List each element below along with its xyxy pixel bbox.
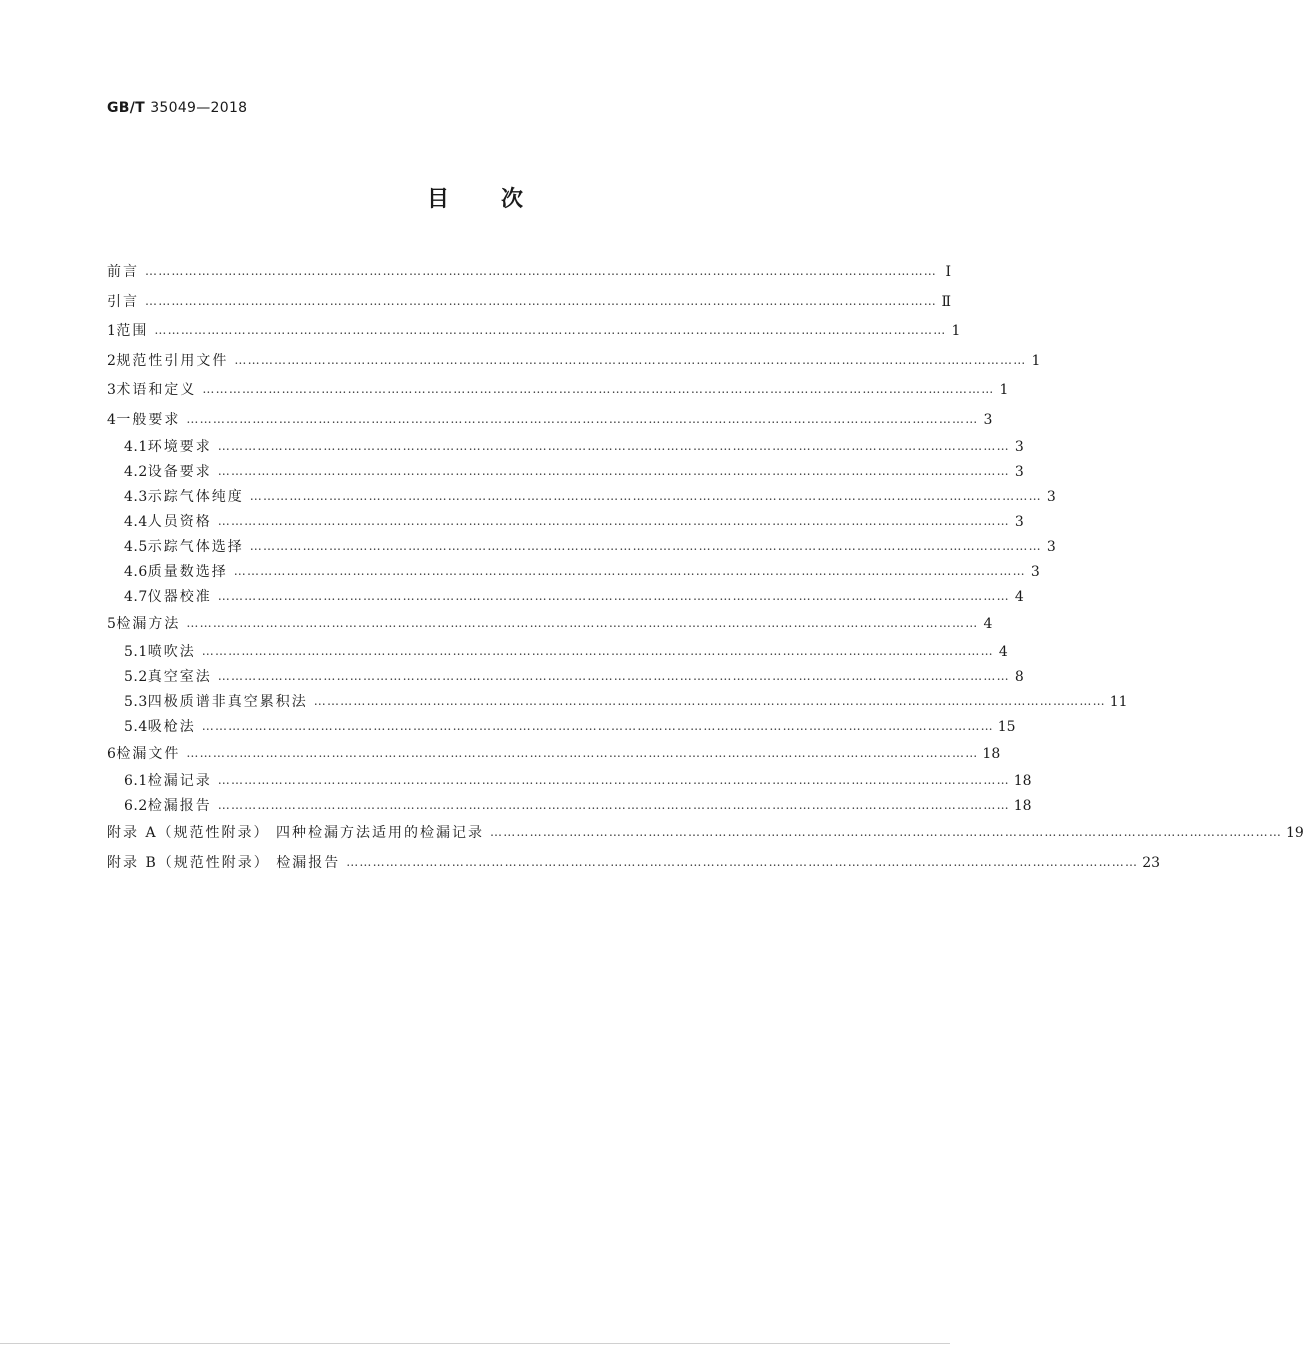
toc-entry-number: 1 [107, 323, 117, 339]
toc-entry-page-number: 1 [999, 382, 1009, 398]
toc-dot-leader: ……………………………………………………………………………………………………………………………………………………………… [217, 668, 1010, 683]
toc-entry-page-number: 3 [1014, 514, 1024, 530]
toc-entry-label: 仪器校准 [147, 589, 212, 605]
toc-entry[interactable] [107, 665, 1024, 690]
toc-entry-number: 5.1 [124, 643, 148, 660]
toc-entry-label: 检漏文件 [116, 745, 181, 762]
toc-entry-page-number: 3 [1014, 464, 1024, 480]
toc-entry-page-number: 11 [1109, 693, 1128, 710]
toc-entry-number: 4.7 [124, 589, 148, 605]
toc-entry[interactable] [107, 406, 993, 436]
toc-entry-number: 4 [107, 411, 117, 428]
toc-entry-label: 引言 [107, 293, 139, 310]
toc-dot-leader: ……………………………………………………………………………………………………………………………………………………………… [217, 514, 1010, 528]
toc-entry-label: 质量数选择 [147, 564, 228, 580]
table-of-contents [107, 258, 1304, 878]
toc-entry-page-number: 3 [1046, 489, 1056, 505]
toc-entry-number: 4.5 [124, 539, 148, 555]
toc-entry-label: 示踪气体选择 [147, 539, 244, 555]
toc-entry[interactable] [107, 610, 993, 640]
toc-entry-number: 6.1 [124, 773, 148, 789]
toc-entry-label: 术语和定义 [116, 382, 197, 398]
toc-entry-page-number: 3 [983, 411, 993, 428]
toc-entry[interactable] [107, 794, 1032, 819]
document-code-prefix: GB/T [107, 100, 146, 116]
toc-entry-number: 4.1 [124, 439, 148, 455]
toc-entry[interactable] [107, 585, 1024, 610]
toc-dot-leader: ……………………………………………………………………………………………………………………………………………………………… [145, 264, 937, 278]
toc-dot-leader: ……………………………………………………………………………………………………………………………………………………………… [186, 745, 979, 760]
toc-entry[interactable] [107, 560, 1040, 585]
toc-entry-page-number: Ⅰ [945, 264, 951, 280]
toc-dot-leader: ……………………………………………………………………………………………………………………………………………………………… [234, 352, 1027, 367]
toc-entry-number: 4.3 [124, 489, 148, 505]
toc-dot-leader: ……………………………………………………………………………………………………………………………………………………………… [186, 411, 979, 426]
toc-dot-leader: ……………………………………………………………………………………………………………………………………………………………… [217, 773, 1010, 787]
toc-dot-leader: ……………………………………………………………………………………………………………………………………………………………… [201, 643, 994, 658]
toc-dot-leader: ……………………………………………………………………………………………………………………………………………………………… [217, 464, 1010, 478]
toc-entry-page-number: 18 [982, 745, 1001, 762]
toc-entry-page-number: 8 [1014, 668, 1024, 685]
toc-entry-label: 吸枪法 [147, 718, 196, 735]
toc-dot-leader: ……………………………………………………………………………………………………………………………………………………………… [186, 616, 979, 630]
toc-dot-leader: ……………………………………………………………………………………………………………………………………………………………… [145, 293, 937, 308]
page-bottom-edge [0, 1343, 950, 1344]
toc-entry-label: 规范性引用文件 [116, 352, 229, 369]
toc-entry-label: 喷吹法 [147, 643, 196, 660]
toc-entry-label: 前言 [107, 264, 139, 280]
toc-entry[interactable] [107, 376, 1009, 406]
toc-entry-page-number: 4 [983, 616, 993, 632]
toc-entry-number: 5.4 [124, 718, 148, 735]
toc-entry-label: 设备要求 [147, 464, 212, 480]
toc-dot-leader: ……………………………………………………………………………………………………………………………………………………………… [217, 589, 1010, 603]
toc-dot-leader: ……………………………………………………………………………………………………………………………………………………………… [202, 382, 995, 396]
toc-entry-page-number: 4 [1014, 589, 1024, 605]
toc-entry[interactable] [107, 510, 1024, 535]
toc-entry-label: 一般要求 [116, 411, 181, 428]
toc-entry[interactable] [107, 690, 1128, 715]
toc-entry-number: 4.2 [124, 464, 148, 480]
toc-entry-label: 附录 B（规范性附录） 检漏报告 [107, 854, 341, 871]
toc-entry-page-number: 18 [1013, 798, 1032, 814]
toc-entry-page-number: 3 [1014, 439, 1024, 455]
toc-entry[interactable] [107, 460, 1024, 485]
toc-entry-page-number: 3 [1030, 564, 1040, 580]
toc-entry-page-number: 1 [951, 323, 961, 339]
toc-entry-label: 检漏记录 [147, 773, 212, 789]
toc-entry-number: 6 [107, 745, 117, 762]
toc-entry-label: 真空室法 [147, 668, 212, 685]
toc-entry-number: 3 [107, 382, 117, 398]
document-code [107, 100, 247, 116]
toc-entry-label: 检漏报告 [147, 798, 212, 814]
toc-entry-label: 示踪气体纯度 [147, 489, 244, 505]
toc-entry[interactable] [107, 535, 1056, 560]
toc-entry-number: 2 [107, 352, 117, 369]
toc-entry[interactable] [107, 435, 1024, 460]
toc-entry[interactable] [107, 715, 1016, 740]
toc-entry-page-number: Ⅱ [941, 293, 951, 310]
toc-dot-leader: ……………………………………………………………………………………………………………………………………………………………… [249, 489, 1042, 503]
toc-entry[interactable] [107, 740, 1001, 770]
toc-entry-page-number: 18 [1013, 773, 1032, 789]
document-code-number: 35049—2018 [150, 100, 248, 116]
toc-entry[interactable] [107, 769, 1032, 794]
toc-dot-leader: ……………………………………………………………………………………………………………………………………………………………… [490, 825, 1283, 839]
toc-entry-label: 检漏方法 [116, 616, 181, 632]
page-title-char-2: 次 [501, 187, 524, 212]
toc-dot-leader: ……………………………………………………………………………………………………………………………………………………………… [346, 854, 1139, 869]
toc-entry-label: 环境要求 [147, 439, 212, 455]
toc-dot-leader: ……………………………………………………………………………………………………………………………………………………………… [313, 693, 1106, 708]
toc-entry-number: 5.3 [124, 693, 148, 710]
toc-entry[interactable] [107, 317, 961, 347]
toc-entry-page-number: 15 [997, 718, 1016, 735]
toc-entry-page-number: 19 [1286, 825, 1304, 841]
toc-entry[interactable] [107, 347, 1041, 377]
toc-entry-label: 人员资格 [147, 514, 212, 530]
toc-entry[interactable] [107, 288, 951, 318]
page-title [0, 182, 950, 213]
toc-dot-leader: ……………………………………………………………………………………………………………………………………………………………… [154, 323, 947, 337]
toc-entry-number: 6.2 [124, 798, 148, 814]
toc-entry[interactable] [107, 258, 951, 288]
page-title-char-1: 目 [426, 187, 449, 212]
toc-entry-number: 5.2 [124, 668, 148, 685]
toc-entry-page-number: 23 [1142, 854, 1161, 871]
toc-entry-label: 附录 A（规范性附录） 四种检漏方法适用的检漏记录 [107, 825, 485, 841]
toc-entry[interactable] [107, 849, 1161, 879]
toc-entry-page-number: 4 [998, 643, 1008, 660]
toc-entry-page-number: 1 [1031, 352, 1041, 369]
toc-dot-leader: ……………………………………………………………………………………………………………………………………………………………… [217, 439, 1010, 453]
toc-entry-number: 4.6 [124, 564, 148, 580]
toc-dot-leader: ……………………………………………………………………………………………………………………………………………………………… [249, 539, 1042, 553]
toc-entry-label: 范围 [116, 323, 149, 339]
toc-dot-leader: ……………………………………………………………………………………………………………………………………………………………… [201, 718, 994, 733]
toc-entry[interactable] [107, 640, 1008, 665]
toc-entry-number: 5 [107, 616, 117, 632]
toc-entry-label: 四极质谱非真空累积法 [147, 693, 308, 710]
toc-dot-leader: ……………………………………………………………………………………………………………………………………………………………… [217, 798, 1010, 812]
toc-dot-leader: ……………………………………………………………………………………………………………………………………………………………… [233, 564, 1026, 578]
toc-entry-page-number: 3 [1046, 539, 1056, 555]
toc-entry-number: 4.4 [124, 514, 148, 530]
toc-entry[interactable] [107, 819, 1304, 849]
toc-entry[interactable] [107, 485, 1056, 510]
